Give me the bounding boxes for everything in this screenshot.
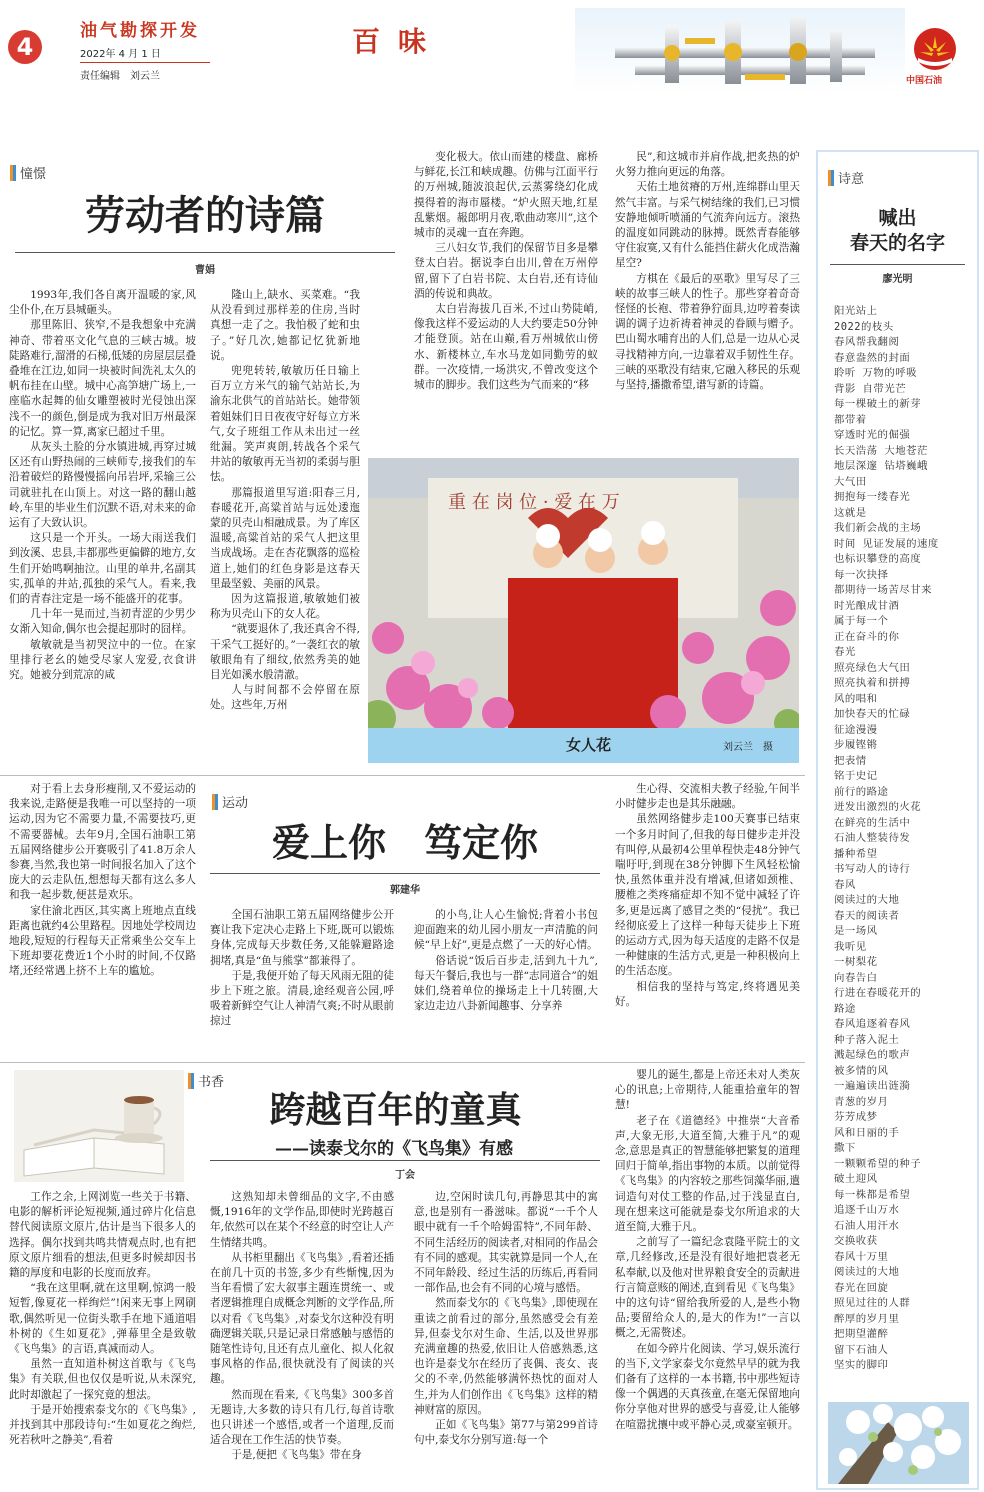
poem-line: 在鲜亮的生活中 [834, 816, 911, 829]
tag-label: 书香 [198, 1075, 225, 1090]
poem-line: 被多情的风 [834, 1064, 889, 1077]
paragraph: 那里陈旧、狭窄,不是我想象中充满神奇、带着巫文化气息的三峡古城。坡陡路难行,溜滑的石梯,低矮的房屋层层叠叠堆在江边,如同一块被时间洗礼太久的帆布挂在山壁。城中心高笋塘广场上,一座临水起舞的仙女雕塑被时光侵蚀出深浅不一的颜色,倒是成为我对旧万州最深的记忆。算一算,离家已超过千里。 [9, 319, 196, 438]
poem-line: 照亮绿色大气田 [834, 661, 911, 674]
paragraph: 边,空闲时读几句,再静思其中的寓意,也是别有一番滋味。都说“一千个人眼中就有一千个哈姆雷特”,不同年龄、不同生活经历的阅读者,对相同的作品会有不同的感观。其实就算是同一个人,在不同年龄段、经过生活的历练后,再看同一部作品,也会有不同的心境与感悟。 [414, 1191, 598, 1295]
poem-line: 长天浩荡 大地苍茫 [834, 444, 928, 457]
paragraph: 正如《飞鸟集》第77与第299首诗句中,泰戈尔分别写道:每一个 [414, 1419, 598, 1447]
poem-line: 阳光站上 [834, 305, 878, 317]
poem-line: 背影 自带光芒 [834, 382, 907, 395]
paragraph: 然而现在看来,《飞鸟集》300多首无题诗,大多数的诗只有几行,每首诗歌也只讲述一个感悟,或者一个道理,反而适合现在工作生活的快节奏。 [210, 1388, 394, 1447]
poem-line: 春天的阅读者 [834, 909, 900, 922]
article2-column-3 [414, 908, 598, 1058]
poem-title-line-2: 春天的名字 [849, 232, 945, 254]
women-workers-photo [368, 458, 799, 728]
poem-line: 把期望灌醉 [834, 1328, 889, 1340]
poem-line: 每一次抉择 [834, 568, 889, 581]
article1-photo-frame [368, 458, 799, 763]
column-text [210, 1190, 394, 1464]
article3-title: 跨越百年的童真 [269, 1089, 522, 1131]
poem-line: 把表情 [834, 754, 867, 767]
article1-column-1 [9, 288, 196, 764]
publication-date: 2022年 4 月 1 日 [80, 49, 161, 60]
paragraph: 家住渝北西区,其实离上班地点直线距离也就约4公里路程。因地处学校周边地段,短短的行程每天正常乘坐公交车上下班却要花费近1个小时的时间,不仅路堵,还经常遇上挤不上车的尴尬。 [9, 904, 196, 978]
article2-author: 郭建华 [390, 885, 420, 896]
paragraph: 于是开始搜索泰戈尔的《飞鸟集》,并找到其中那段诗句:“生如夏花之绚烂,死若秋叶之静美”,看着 [9, 1403, 196, 1447]
article1-column-4 [615, 150, 800, 450]
paragraph: 虽然一直知道朴树这首歌与《飞鸟集》有关联,但也仅仅是听说,从未深究,此时却激起了一探究竟的想法。 [9, 1358, 196, 1401]
article2-column-4 [615, 782, 800, 1054]
poem-tag [828, 168, 864, 187]
poem-line: 加快春天的忙碌 [834, 708, 911, 720]
article1-tag [10, 163, 46, 182]
paragraph: 天佑土地贫瘠的万州,连绵群山里天然气丰富。与采气树结缘的我们,已习惯安静地倾听喷涌的气流奔向远方。滚热的温度如同跳动的脉搏。既然青春能够守住寂寞,又有什么能挡住薪火化成浩瀚星空? [615, 181, 800, 270]
poem-line: 春风帮我翻阅 [834, 336, 900, 348]
paragraph: 太白岩海拔几百米,不过山势陡峭,像我这样不爱运动的人大约要走50分钟才能登顶。站在山巅,看万州城依山傍水、新楼林立,车水马龙如同勤劳的蚁群。一次疫情,一场洪灾,不曾改变这个城市的脚步。我们这些为气而来的“移 [414, 303, 598, 392]
photo-credit: 刘云兰 摄 [723, 742, 773, 753]
poem-line: 春光在回旋 [834, 1281, 889, 1294]
poem-line: 大气田 [834, 475, 867, 488]
poem-line: 石油人用汗水 [834, 1219, 900, 1232]
paragraph: 生心得、交流相夫教子经验,午间半小时健步走也是其乐融融。 [615, 783, 800, 811]
article3-column-3 [414, 1190, 598, 1488]
poem-line: 也标识攀登的高度 [834, 553, 922, 565]
poem-line: 照亮执着和拼搏 [834, 677, 911, 689]
tag-marker-icon [828, 170, 834, 186]
poem-line: 属于每一个 [834, 615, 889, 627]
article3-column-1 [9, 1190, 196, 1488]
poem-title-line-1: 喊出 [878, 207, 917, 229]
poem-line: 时光酿成甘酒 [834, 599, 900, 612]
paragraph: 老子在《道德经》中推崇“大音希声,大象无形,大道至简,大雅于凡”的观念,意思是真正的智慧能够把繁复的道理回归于简单,指出事物的本质。以前觉得《飞鸟集》的内容较之那些饲藻华丽,遣词造句对仗工整的作品,过于浅显直白,现在想来这可能就是泰戈尔所追求的大道至简,大雅于凡。 [615, 1114, 800, 1234]
section-divider [0, 775, 805, 776]
poem-line: 追逐千山万水 [834, 1204, 900, 1216]
paragraph: 全国石油职工第五届网络健步公开赛让我下定决心走路上下班,既可以锻炼身体,完成每天步数任务,又能躲避路途拥堵,真是“鱼与熊掌”都兼得了。 [210, 909, 394, 967]
book-and-cup-image [14, 1070, 184, 1182]
poem-line: 每一株都是希望 [834, 1188, 911, 1201]
article2-title: 爱上你 笃定你 [271, 820, 538, 865]
poem-line: 我听见 [834, 940, 867, 953]
poem-line: 交换收获 [834, 1235, 878, 1247]
paragraph: 虽然网络健步走100天赛事已结束一个多月时间了,但我的每日健步走并没有叫停,从最初4公里单程快走48分钟气喘吁吁,到现在38分钟脚下生风轻松愉快,虽然体重并没有增减,但诸如颈椎、腰椎之类疼痛症却不知不觉中减轻了许多,更是远离了感冒之类的“侵扰”。我已经彻底爱上了这样一种每天徒步上下班的运动方式,因为每天适度的走路不仅是一种健康的生活方式,更是一种积极向上的生活态度。 [615, 813, 800, 978]
poem-line: 时间 见证发展的速度 [834, 537, 939, 550]
paragraph: 之前写了一篇纪念袁隆平院士的文章,几经修改,还是没有很好地把袁老无私奉献,以及他对世界粮食安全的贡献进行言简意赅的阐述,直到看见《飞鸟集》中的这句诗“留给我所爱的人,是些小物品;要留给众人的,是大的作为!”一言以概之,无需赘述。 [615, 1236, 800, 1340]
poem-line: 拥抱每一缕春光 [834, 491, 911, 503]
poem-line: 留下石油人 [834, 1343, 889, 1356]
paragraph: 兜兜转转,敏敏历任日输上百万立方米气的输气站站长,为渝东北供气的首站站长。她带领着姐妹们日日夜夜守好每立方米气,女子班组工作从未出过一丝纰漏。笑声爽朗,转战各个采气井站的敏敏再无当初的柔弱与胆怯。 [210, 365, 360, 484]
title-rule [210, 873, 600, 874]
poem-line: 春光 [834, 646, 856, 658]
poem-line: 种子落入泥土 [834, 1033, 900, 1046]
section-title: 百味 [352, 25, 445, 58]
poem-line: 铭于史记 [834, 770, 878, 782]
article2-column-2 [210, 908, 394, 1058]
svg-text:重 在 岗 位 · 爱 在 万: 重 在 岗 位 · 爱 在 万 [448, 492, 620, 513]
title-rule [830, 264, 965, 265]
poem-line: 一颗颗希望的种子 [834, 1157, 922, 1170]
poem-line: 迸发出激烈的火花 [834, 801, 922, 813]
paragraph: 方棋在《最后的巫歌》里写尽了三峡的故事三峡人的性子。那些穿着奇奇怪怪的长袍、带着狰狞面具,边哼着奏读调的调子边祈祷着神灵的眷顾与赠予。巴山蜀水哺育出的人们,总是一边从心灵寻找精神方向,一边靠着双手韧性生存。三峡的巫歌没有结束,它融入移民的乐观与坚持,播撒希望,谱写新的诗篇。 [615, 272, 800, 392]
poem-line: 照见过往的人群 [834, 1297, 911, 1309]
paragraph: 在如今碎片化阅读、学习,娱乐流行的当下,文学家泰戈尔竟然早早的就为我们备有了这样的一本书籍,书中那些短诗像一个偶遇的天真孩童,在毫无保留地向你分享他对世界的感受与喜爱,让人能够在喧嚣扰攘中或平静心灵,或豪室顿开。 [615, 1342, 800, 1431]
column-text [9, 288, 196, 683]
paragraph: 这只是一个开头。一场大雨送我们到汝溪、忠县,丰都那些更偏僻的地方,女生们开始鸣啊抽泣。山里的单井,名副其实,孤单的井站,孤独的采气人。看来,我们的青春注定是一场不能盛开的花事。 [9, 532, 196, 606]
paragraph: 民”,和这城市并肩作战,把炙热的炉火努力推向更远的角落。 [615, 151, 800, 179]
paragraph: 工作之余,上网浏览一些关于书籍、电影的解析评论短视频,通过碎片化信息替代阅读原文原片,估计是当下很多人的选择。偶尔找到共鸣共情观点时,也有把原文原片细看的想法,但更多时候却因书籍的厚度和电影的长度而放弃。 [9, 1191, 196, 1280]
logo-text: 中国石油 [906, 76, 943, 86]
title-rule [210, 1160, 600, 1161]
poem-line: 地层深邃 钻塔巍峨 [834, 460, 928, 472]
tag-marker-icon [212, 794, 218, 810]
paragraph: 敏敏就是当初哭泣中的一位。在家里排行老幺的她受尽家人宠爱,衣食讲究。她被分到荒凉的咸 [9, 638, 196, 682]
header-rule [80, 62, 210, 63]
paragraph: 俗话说“饭后百步走,活到九十九”,每天午餐后,我也与一群“志同道合”的姐妹们,绕着单位的操场走上十几转圈,大家边走边八卦新闻趣事、分享养 [414, 954, 598, 1013]
poem-line: 破土迎风 [834, 1173, 878, 1185]
paragraph: 这熟知却未曾细品的文字,不由感慨,1916年的文学作品,即使时光跨越百年,依然可以在某个不经意的时空让人产生情绪共鸣。 [210, 1191, 394, 1249]
column-text [615, 782, 800, 1010]
column-text [414, 1190, 598, 1448]
poem-line: 青葱的岁月 [834, 1095, 889, 1108]
poem-line: 向春告白 [834, 971, 878, 984]
article3-column-2 [210, 1190, 394, 1488]
poem-line: 风和日丽的手 [834, 1126, 900, 1139]
paragraph: 从书柜里翻出《飞鸟集》,看着还插在前几十页的书签,多少有些惭愧,因为当年看惯了宏大叙事主题连贯统一、或者逻辑推理自成概念判断的文学作品,所以对看《飞鸟集》,对泰戈尔这种没有明确逻辑关联,只是记录日常感触与感悟的随笔性诗句,且还有点儿童化、拟人化叙事风格的作品,很快就没有了阅读的兴趣。 [210, 1251, 394, 1386]
poem-line: 2022的枝头 [834, 320, 894, 333]
column-text [414, 908, 598, 1014]
column-text [210, 908, 394, 1030]
paragraph: 然而泰戈尔的《飞鸟集》,即使现在重读之前看过的部分,虽然感受会有差异,但泰戈尔对生命、生活,以及世界那充满童趣的热爱,依旧让人倍感熟悉,这也许是泰戈尔在经历了丧偶、丧女、丧父的不幸,仍然能够满怀热忱的面对人生,并为人们创作出《飞鸟集》这样的精神财富的原因。 [414, 1297, 598, 1416]
poem-line: 书写动人的诗行 [834, 863, 911, 875]
paragraph: 那篇报道里写道:阳春三月,春暖花开,高粱首站与远处逶迤蒙的贝壳山相融成景。为了库区温暖,高粱首站的采气人把这里当成战场。走在杏花飘落的巡检道上,她们的红色身影是这春天里最坚毅、美丽的风景。 [210, 486, 360, 590]
section-divider [0, 1062, 805, 1063]
poem-line: 春风追逐着春风 [834, 1018, 911, 1030]
paragraph: 三八妇女节,我们的保留节目多是攀登太白岩。据说李白出川,曾在万州停留,留下了白岩书院、太白岩,还有诗仙酒的传说和典故。 [414, 242, 598, 300]
poem-line: 前行的路途 [834, 785, 889, 798]
article3-column-4 [615, 1068, 800, 1488]
poem-line: 都期待一场苦尽甘来 [834, 584, 933, 596]
poem-line: 一树梨花 [834, 956, 878, 968]
poem-line: 春风 [834, 878, 856, 891]
paragraph: 几十年一晃而过,当初青涩的少男少女渐入知命,偶尔也会提起那时的囧样。 [9, 608, 196, 636]
column-text [9, 1190, 196, 1448]
poem-line: 正在奋斗的你 [834, 630, 900, 643]
poem-author: 廖光明 [882, 274, 913, 285]
paper-name: 油气勘探开发 [80, 21, 200, 41]
paragraph: 的小鸟,让人心生愉悦;背着小书包迎面跑来的幼儿园小朋友一声清脆的问候“早上好”,更是点燃了一天的好心情。 [414, 909, 598, 952]
poem-body [834, 304, 974, 1374]
paragraph: 变化极大。依山而建的楼盘、廊桥与鲜花,长江和峡成趣。仿佛与江面平行的万州城,随波浪起伏,云蒸雾绕幻化成摸得着的海市蜃楼。“炉火照天地,红星乱紫烟。赧郎明月夜,歌曲动寒川”,这个城市的灵魂一直在奔跑。 [414, 151, 598, 240]
poem-line: 风的唱和 [834, 692, 878, 705]
paragraph: “我在这里啊,就在这里啊,惊鸿一般短暂,像夏花一样绚烂”!闲来无事上网刷歌,偶然听见一位街头歌手在地下通道唱朴树的《生如夏花》,弹幕里全是致敬《飞鸟集》的言语,真减而动人。 [9, 1282, 196, 1356]
poem-line: 阅读过的大地 [834, 1266, 900, 1278]
poem-line: 每一棵破土的新芽 [834, 398, 922, 410]
column-text [9, 782, 196, 980]
tag-marker-icon [10, 165, 16, 181]
paragraph: 1993年,我们各自离开温暖的家,风尘仆仆,在万县城砸头。 [9, 289, 196, 317]
poem-sidebar [816, 150, 979, 1490]
poem-line: 聆听 万物的呼吸 [834, 367, 917, 379]
paragraph: 隆山上,缺水、买菜难。“我从没看到过那样差的住房,当时真想一走了之。我怕极了蛇和虫子。”好几次,她都记忆犹新地说。 [210, 289, 360, 362]
paragraph: 相信我的坚持与笃定,终将遇见美好。 [615, 980, 800, 1008]
poem-line: 春意盎然的封面 [834, 351, 911, 364]
poem-line: 我们新会战的主场 [834, 522, 922, 534]
column-text [414, 150, 598, 393]
paragraph: 从灰头土脸的分水镇进城,再穿过城区还有山野热闹的三峡师专,接我们的车沿着破烂的路慢慢摇向吊岩坪,采输三公司就驻扎在山顶上。对这一路的翻山越岭,车里的毕业生们沉默不语,对未来的命运有了大致认识。 [9, 441, 196, 530]
paragraph: 于是,便把《飞鸟集》带在身 [231, 1449, 362, 1462]
poem-line: 撒下 [834, 1142, 856, 1154]
page-header [0, 0, 984, 100]
poem-line: 春风十万里 [834, 1250, 889, 1263]
poem-line: 穿透时光的倔强 [834, 429, 911, 441]
poem-line: 行进在春暖花开的 [834, 987, 922, 999]
poem-line: 步履铿锵 [834, 739, 878, 751]
tag-label: 诗意 [838, 172, 865, 187]
page-number: 4 [8, 30, 42, 64]
paragraph: 婴儿的诞生,都是上帝还未对人类灰心的讯息;上帝期待,人能重拾童年的智慧! [615, 1069, 800, 1112]
column-text [615, 1068, 800, 1433]
article3-author: 丁会 [395, 1170, 415, 1181]
photo-caption: 女人花 [566, 736, 612, 754]
article2-tag [212, 792, 248, 811]
poem-line: 醉厚的岁月里 [834, 1312, 900, 1325]
paragraph: 因为这篇报道,敏敏她们被称为贝壳山下的女人花。 [210, 593, 360, 621]
poem-line: 播种希望 [834, 847, 878, 860]
poem-line: 路途 [834, 1002, 856, 1015]
refinery-illustration [575, 8, 905, 93]
responsible-editor: 责任编辑 刘云兰 [80, 71, 160, 82]
paragraph: 于是,我便开始了每天风雨无阻的徒步上下班之旅。清晨,途经观音公园,呼吸着新鲜空气让人神清气爽;不时从眼前掠过 [210, 969, 394, 1028]
poem-line: 是一场风 [834, 925, 878, 937]
poem-line: 征途漫漫 [834, 723, 878, 736]
column-text [210, 288, 360, 714]
column-text [615, 150, 800, 393]
tag-label: 憧憬 [20, 167, 47, 182]
article3-subtitle: ——读泰戈尔的《飞鸟集》有感 [275, 1139, 513, 1159]
poem-line: 芬芳成梦 [834, 1111, 878, 1123]
poem-line: 坚实的脚印 [834, 1359, 889, 1371]
poem-line: 一遍遍读出涟漪 [834, 1080, 911, 1092]
article1-author: 曹娟 [195, 265, 215, 276]
article1-column-3 [414, 150, 598, 450]
pear-blossom-image [828, 1402, 969, 1484]
petrochina-logo-icon [912, 26, 958, 72]
title-rule [15, 252, 395, 253]
article1-title: 劳动者的诗篇 [85, 192, 325, 239]
poem-line: 都带着 [834, 413, 867, 426]
poem-line: 溅起绿色的歌声 [834, 1049, 911, 1061]
poem-line: 石油人整装待发 [834, 832, 911, 844]
paragraph: 人与时间都不会停留在原处。这些年,万州 [210, 684, 360, 712]
poem-line: 阅读过的大地 [834, 894, 900, 906]
paragraph: 对于看上去身形瘦削,又不爱运动的我来说,走路便是我唯一可以坚持的一项运动,因为它不需要力量,不需要技巧,更不需要器械。去年9月,全国石油职工第五届网络健步公开赛吸引了41.8万余人参赛,当然,我也第一时间报名加入了这个庞大的云走队伍,想想每天都有这么多人和我一起步数,便甚是欢乐。 [9, 783, 196, 902]
article1-column-2 [210, 288, 360, 764]
tag-label: 运动 [222, 796, 249, 811]
poem-line: 这就是 [834, 506, 867, 519]
paragraph: “就要退休了,我还真舍不得,干采气工挺好的。”一袭红衣的敏敏眼角有了细纹,依然秀美的她目光如溪水般清澈。 [210, 623, 360, 682]
article2-column-1 [9, 782, 196, 1054]
